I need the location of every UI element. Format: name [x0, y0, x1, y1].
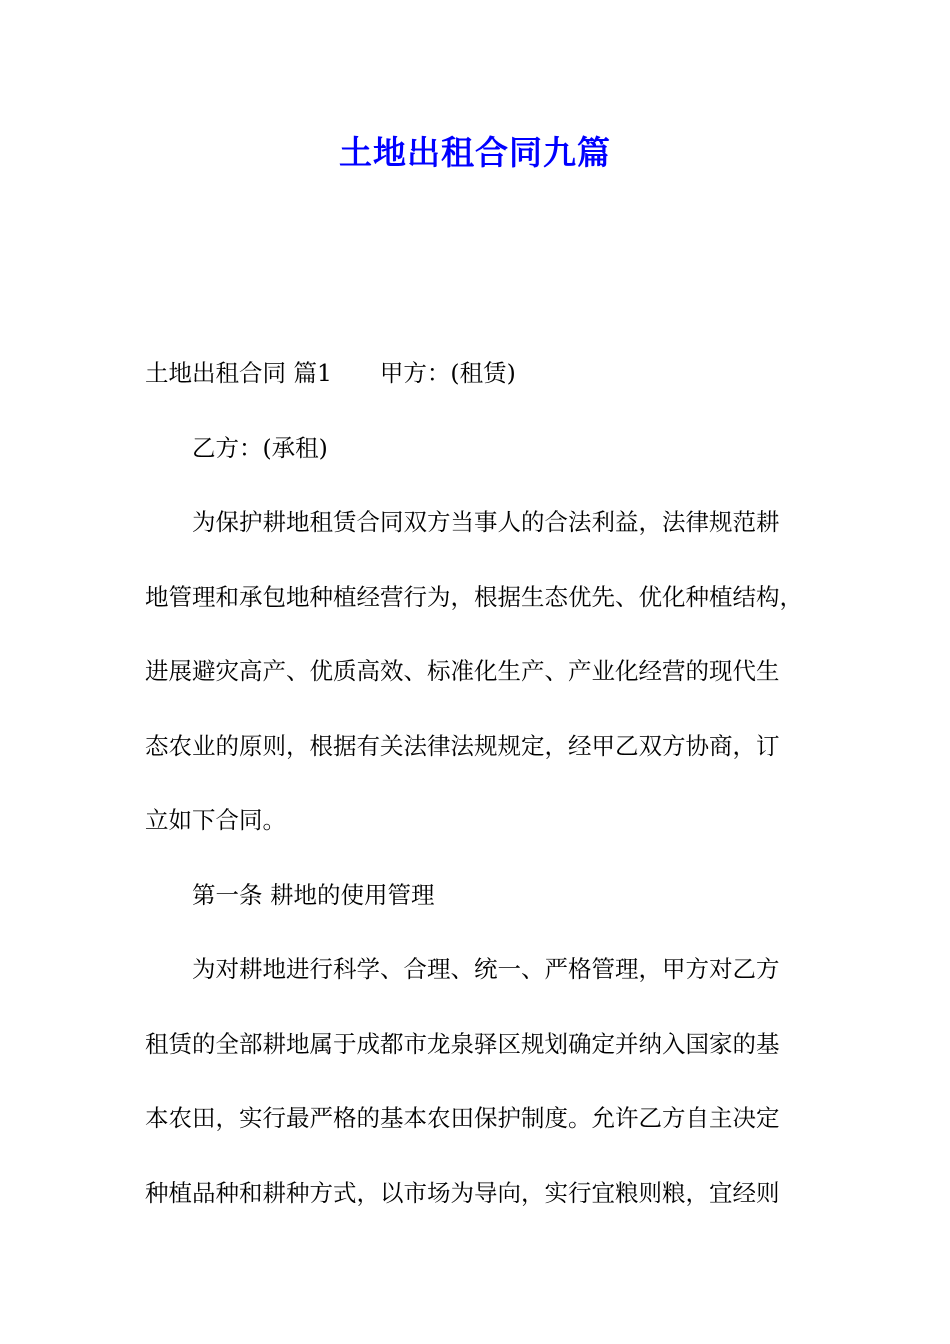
- document-body: [145, 336, 817, 1230]
- document-title: 土地出租合同九篇: [339, 133, 611, 172]
- paragraph-line: 为对耕地进行科学、合理、统一、严格管理，甲方对乙方: [192, 955, 780, 983]
- paragraph-line: 进展避灾高产、优质高效、标准化生产、产业化经营的现代生: [145, 657, 780, 685]
- article-heading: 第一条 耕地的使用管理: [192, 880, 435, 909]
- paragraph-line: 态农业的原则，根据有关法律法规规定，经甲乙双方协商，订: [145, 731, 780, 760]
- paragraph-line: 种植品种和耕种方式，以市场为导向，实行宜粮则粮，宜经则: [145, 1178, 780, 1207]
- paragraph-line: 地管理和承包地种植经营行为，根据生态优先、优化种植结构，: [145, 582, 803, 611]
- contract-section-title: 土地出租合同 篇1: [145, 359, 332, 387]
- party-b-line: 乙方：(承租): [192, 433, 328, 462]
- paragraph-line: 立如下合同。: [145, 806, 286, 834]
- paragraph-line: 为保护耕地租赁合同双方当事人的合法利益，法律规范耕: [192, 508, 780, 536]
- paragraph-line: 本农田，实行最严格的基本农田保护制度。允许乙方自主决定: [145, 1104, 780, 1132]
- party-a-label: 甲方：(租赁): [379, 359, 516, 387]
- paragraph-line: 租赁的全部耕地属于成都市龙泉驿区规划确定并纳入国家的基: [145, 1029, 780, 1058]
- contract-heading-line: [145, 336, 817, 411]
